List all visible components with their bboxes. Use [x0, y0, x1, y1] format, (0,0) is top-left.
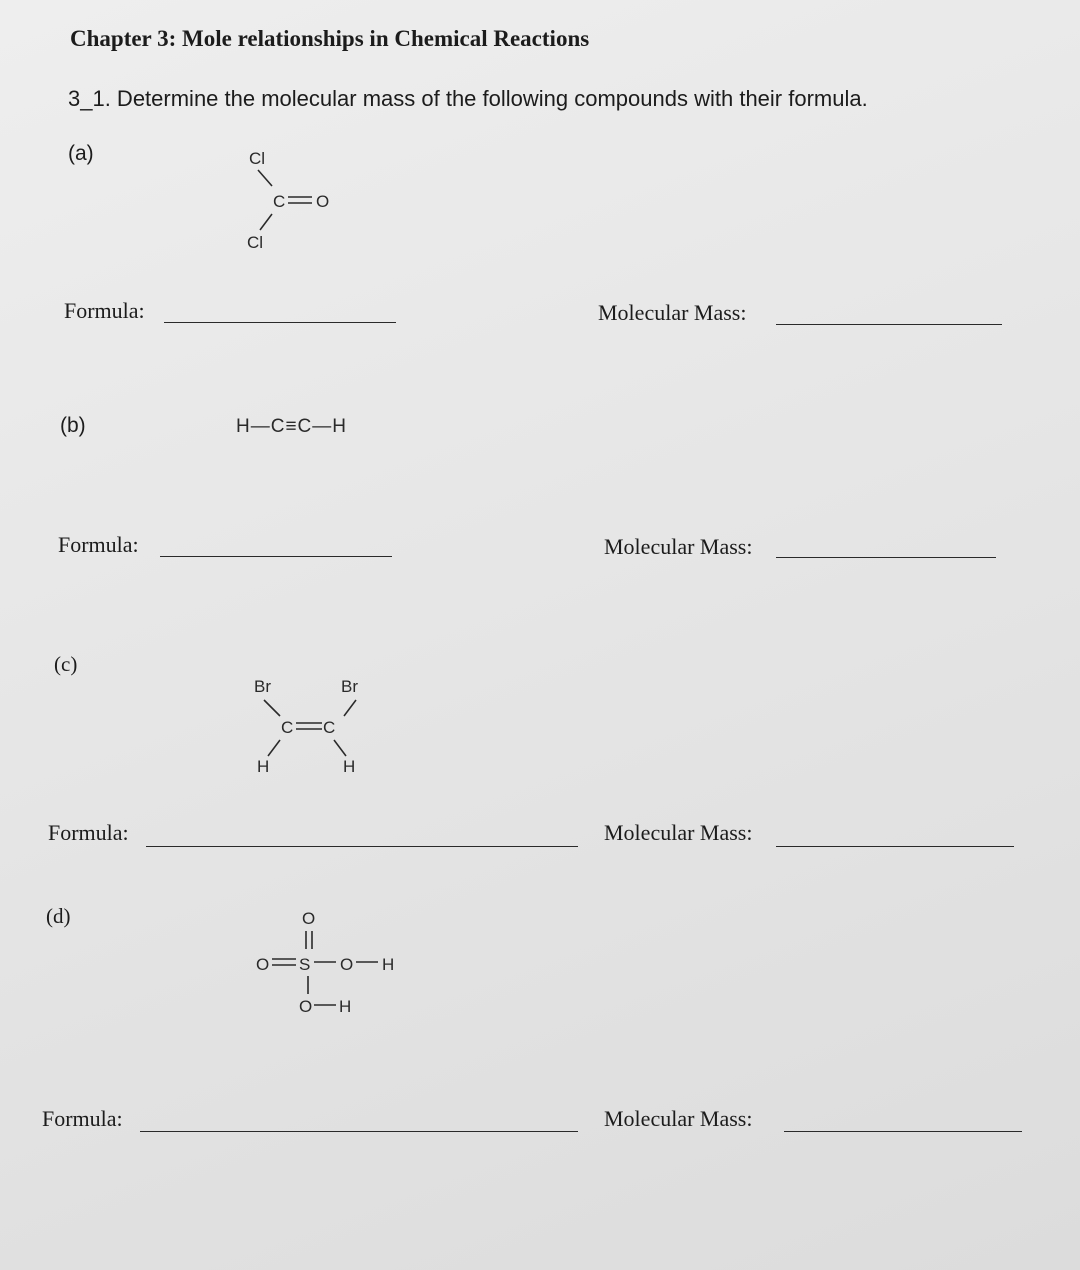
part-c-label: (c): [54, 652, 78, 676]
bond-br-c-right: [344, 700, 356, 716]
atom-h-right: H: [343, 757, 356, 776]
formula-blank-c[interactable]: [146, 846, 578, 847]
atom-br-right: Br: [341, 677, 358, 696]
atom-h-left: H: [257, 757, 270, 776]
mass-label-d: Molecular Mass:: [604, 1106, 753, 1131]
mass-label-b: Molecular Mass:: [604, 534, 753, 559]
structure-c-dibromoethene: [244, 670, 384, 780]
formula-label-c: Formula:: [48, 820, 129, 845]
part-b-label: (b): [60, 414, 86, 437]
mass-blank-c[interactable]: [776, 846, 1014, 847]
mass-blank-a[interactable]: [776, 324, 1002, 325]
atom-cl-bottom: Cl: [247, 233, 264, 252]
atom-br-left: Br: [254, 677, 271, 696]
bond-c-h-right: [334, 740, 346, 756]
atom-c-right: C: [323, 718, 336, 737]
page-title: Chapter 3: Mole relationships in Chemical Reactions: [70, 26, 590, 51]
atom-c-left: C: [281, 718, 294, 737]
bond-br-c-left: [264, 700, 280, 716]
atom-o: O: [316, 192, 330, 211]
question-text: 3_1. Determine the molecular mass of the following compounds with their formula.: [68, 86, 868, 111]
part-d-label: (d): [46, 904, 71, 928]
part-a-label: (a): [68, 142, 94, 165]
bond-cl-c-top: [258, 170, 272, 186]
mass-label-c: Molecular Mass:: [604, 820, 753, 845]
formula-label-d: Formula:: [42, 1106, 123, 1131]
atom-h-bottom: H: [339, 997, 352, 1016]
structure-d-sulfuric-acid: [250, 900, 410, 1020]
formula-blank-d[interactable]: [140, 1131, 578, 1132]
structure-a-phosgene: [230, 140, 360, 260]
atom-s: S: [299, 955, 311, 974]
bond-c-h-left: [268, 740, 280, 756]
atom-h-right: H: [382, 955, 395, 974]
mass-label-a: Molecular Mass:: [598, 300, 747, 325]
acetylene-formula-text: H—C≡C—H: [236, 416, 347, 437]
atom-cl-top: Cl: [249, 149, 266, 168]
formula-blank-a[interactable]: [164, 322, 396, 323]
mass-blank-d[interactable]: [784, 1131, 1022, 1132]
formula-blank-b[interactable]: [160, 556, 392, 557]
atom-o-bottom: O: [299, 997, 313, 1016]
formula-label-a: Formula:: [64, 298, 145, 323]
formula-label-b: Formula:: [58, 532, 139, 557]
structure-b-acetylene: [234, 406, 394, 446]
atom-o-top: O: [302, 909, 316, 928]
atom-c: C: [273, 192, 286, 211]
atom-o-right: O: [340, 955, 354, 974]
mass-blank-b[interactable]: [776, 557, 996, 558]
bond-c-cl-bottom: [260, 214, 272, 230]
atom-o-left: O: [256, 955, 270, 974]
